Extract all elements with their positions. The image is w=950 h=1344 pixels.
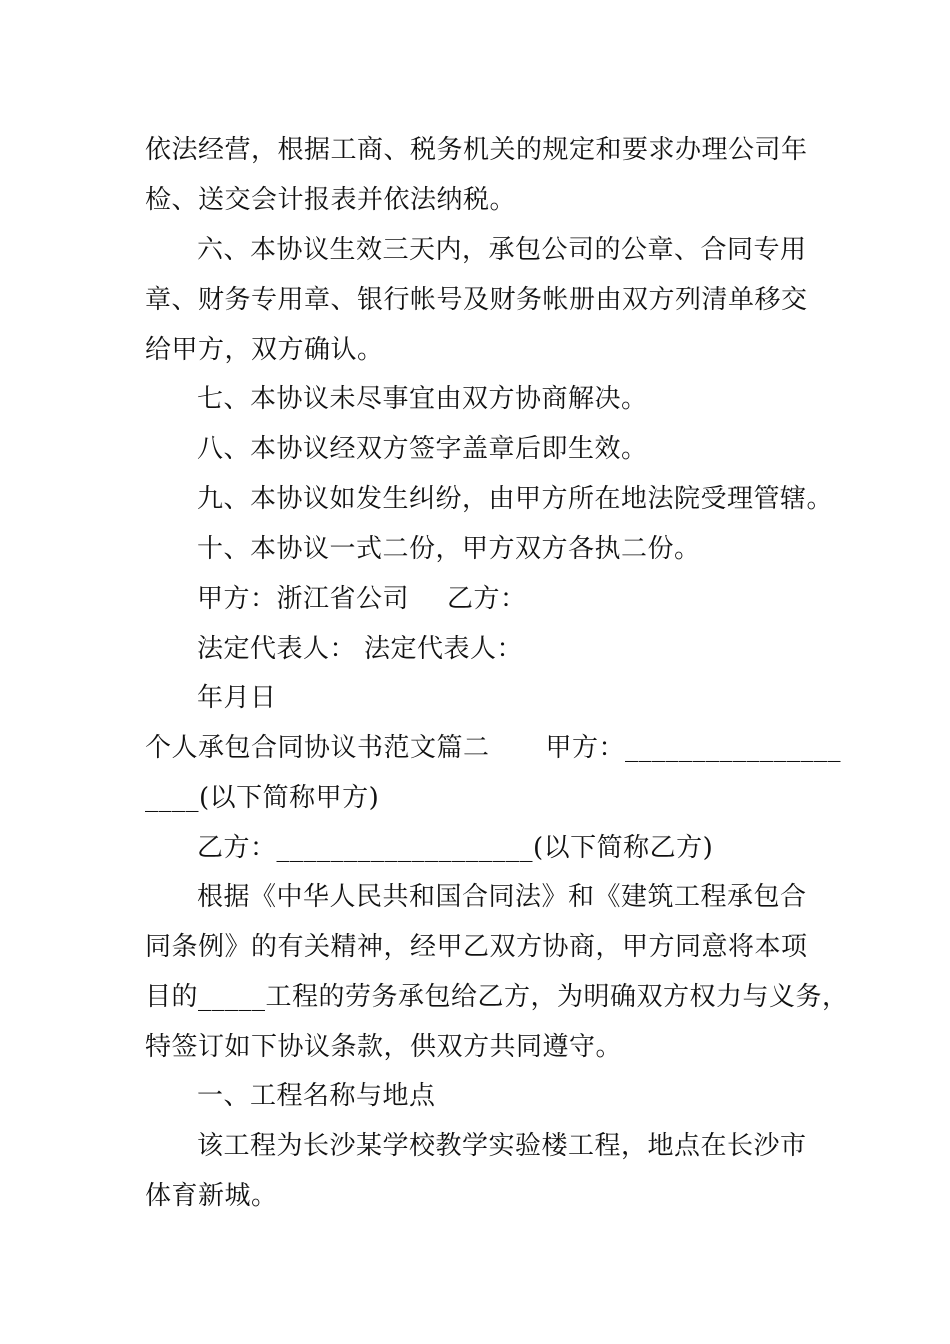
body-text-line: 依法经营，根据工商、税务机关的规定和要求办理公司年	[145, 135, 808, 165]
body-text-line: 检、送交会计报表并依法纳税。	[145, 185, 517, 215]
clause-9: 九、本协议如发生纠纷，由甲方所在地法院受理管辖。	[197, 484, 834, 514]
clause-8: 八、本协议经双方签字盖章后即生效。	[197, 434, 648, 464]
location-line: 体育新城。	[145, 1181, 278, 1211]
section2-title-row	[145, 732, 841, 764]
location-line: 该工程为长沙某学校教学实验楼工程，地点在长沙市	[197, 1131, 807, 1161]
clause-6-line: 六、本协议生效三天内，承包公司的公章、合同专用	[197, 235, 807, 265]
clause-7: 七、本协议未尽事宜由双方协商解决。	[197, 384, 648, 414]
section2-title: 个人承包合同协议书范文篇二	[145, 733, 490, 763]
party-a-field-suffix: ____(以下简称甲方)	[145, 783, 380, 813]
signature-date: 年月日	[197, 683, 277, 713]
clause-10: 十、本协议一式二份，甲方双方各执二份。	[197, 534, 701, 564]
party-b-field: 乙方：___________________(以下简称乙方)	[197, 833, 714, 863]
signature-representatives	[197, 633, 523, 665]
party-a-signature-label: 甲方：浙江省公司	[197, 584, 410, 614]
body-text-line: 给甲方，双方确认。	[145, 335, 384, 365]
section-heading: 一、工程名称与地点	[197, 1081, 436, 1111]
body-text-line: 章、财务专用章、银行帐号及财务帐册由双方列清单移交	[145, 285, 808, 315]
rep-b-label: 法定代表人：	[364, 634, 524, 664]
preamble-line: 特签订如下协议条款，供双方共同遵守。	[145, 1032, 623, 1062]
rep-a-label: 法定代表人：	[197, 634, 357, 664]
party-a-field: 甲方：________________	[545, 733, 842, 763]
party-b-signature-label: 乙方：	[447, 584, 527, 614]
signature-parties	[197, 583, 527, 615]
preamble-line: 根据《中华人民共和国合同法》和《建筑工程承包合	[197, 882, 807, 912]
preamble-line: 同条例》的有关精神，经甲乙双方协商，甲方同意将本项	[145, 932, 808, 962]
preamble-line: 目的_____工程的劳务承包给乙方，为明确双方权力与义务，	[145, 982, 849, 1012]
